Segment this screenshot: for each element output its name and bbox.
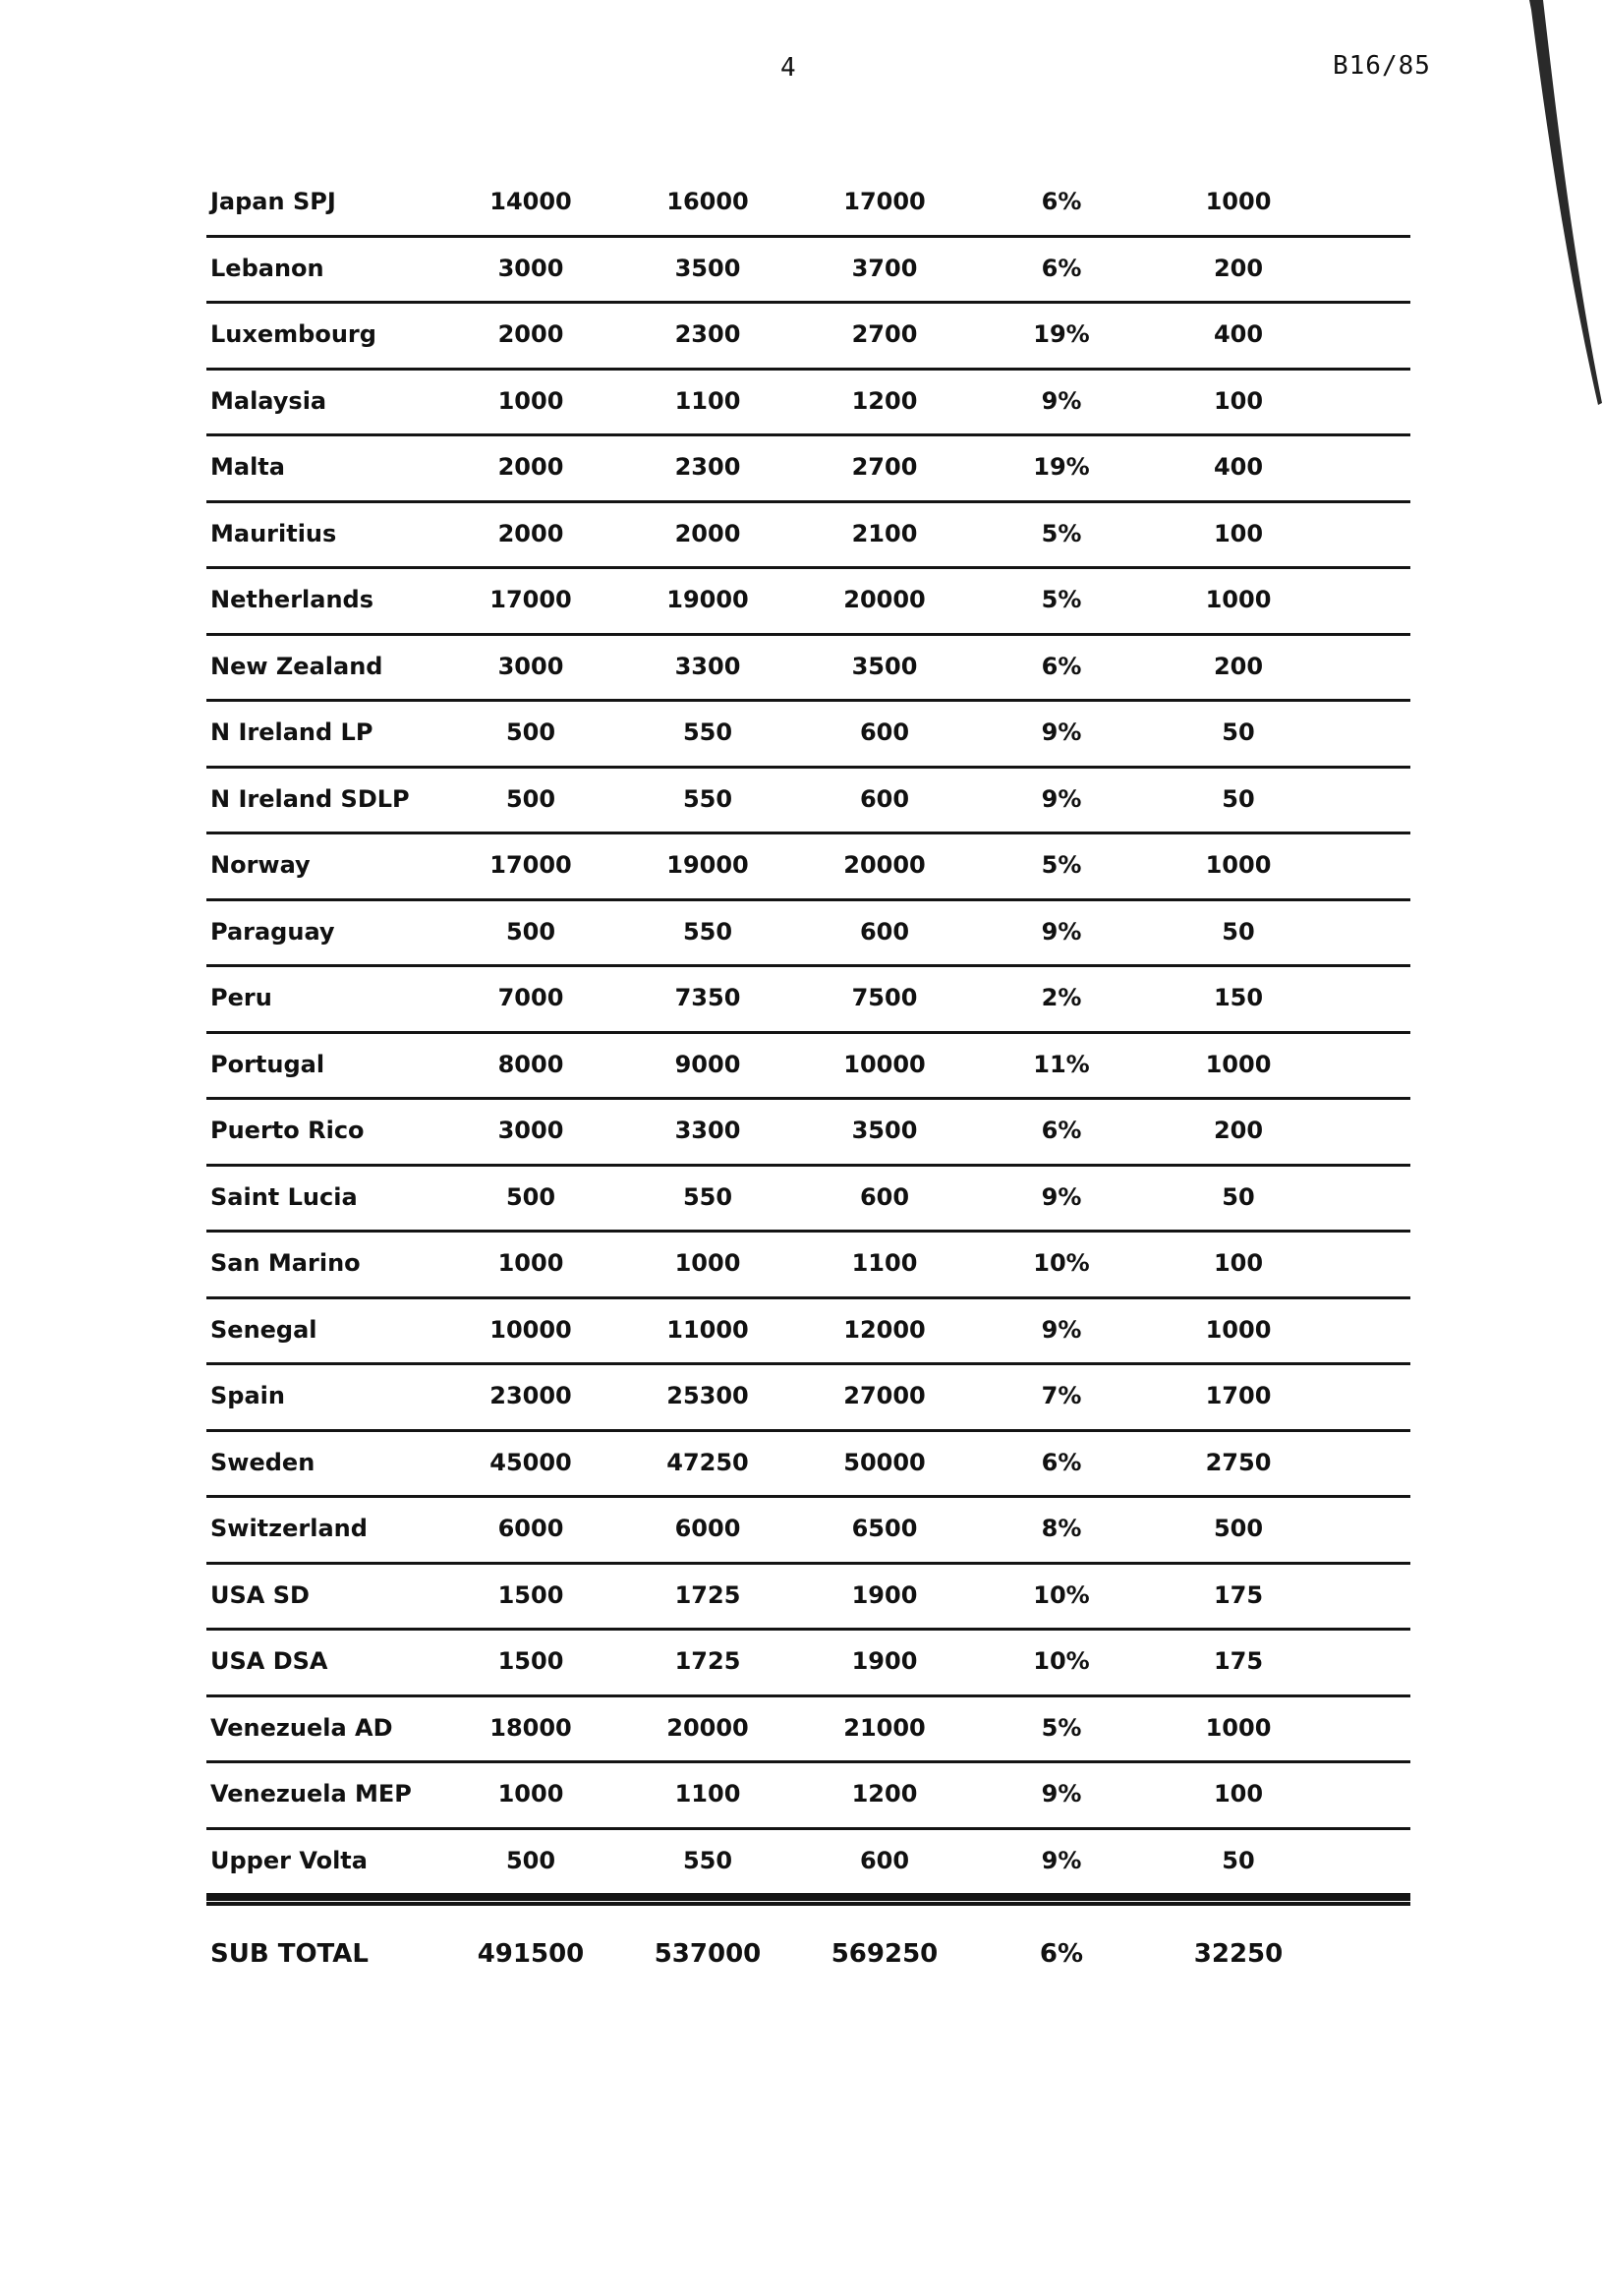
row-value-1: 500 <box>505 1182 556 1211</box>
row-value-2: 2000 <box>674 519 741 547</box>
row-value-2: 25300 <box>666 1382 749 1409</box>
subtotal-value-2: 537000 <box>654 1939 762 1969</box>
row-percent: 11% <box>1033 1050 1090 1078</box>
row-value-4: 1000 <box>1205 851 1272 879</box>
row-value-3: 3500 <box>851 1117 918 1144</box>
row-percent: 9% <box>1041 1315 1082 1344</box>
table-row <box>206 1432 1410 1499</box>
row-name: Venezuela MEP <box>210 1780 412 1808</box>
row-percent: 19% <box>1033 320 1090 348</box>
row-value-3: 50000 <box>843 1448 926 1476</box>
row-name: N Ireland LP <box>210 718 373 746</box>
row-value-1: 1500 <box>497 1647 564 1675</box>
row-value-3: 6500 <box>851 1515 918 1542</box>
row-value-4: 175 <box>1213 1580 1264 1609</box>
row-name: Senegal <box>210 1315 317 1344</box>
row-percent: 6% <box>1041 652 1082 680</box>
row-value-1: 1000 <box>497 1249 564 1277</box>
row-value-2: 3300 <box>674 1117 741 1144</box>
row-name: Portugal <box>210 1050 325 1078</box>
row-value-2: 9000 <box>674 1050 741 1078</box>
row-name: Paraguay <box>210 917 335 946</box>
row-value-3: 600 <box>859 1846 910 1874</box>
row-value-4: 400 <box>1213 320 1264 348</box>
row-value-2: 550 <box>682 917 733 946</box>
row-percent: 5% <box>1041 1713 1082 1742</box>
row-percent: 9% <box>1041 1182 1082 1211</box>
row-percent: 9% <box>1041 917 1082 946</box>
table-row <box>206 1167 1410 1234</box>
row-value-3: 3500 <box>851 652 918 680</box>
row-value-2: 11000 <box>666 1315 749 1344</box>
row-name: Peru <box>210 984 272 1011</box>
row-value-4: 1000 <box>1205 1050 1272 1078</box>
row-value-3: 2100 <box>851 519 918 547</box>
row-value-4: 50 <box>1222 718 1255 746</box>
row-value-4: 100 <box>1213 1780 1264 1808</box>
row-value-2: 550 <box>682 1182 733 1211</box>
subtotal-value-4: 32250 <box>1193 1939 1284 1969</box>
row-percent: 5% <box>1041 586 1082 613</box>
row-name: Sweden <box>210 1448 315 1476</box>
table-row <box>206 1100 1410 1167</box>
row-value-4: 1700 <box>1205 1382 1272 1409</box>
row-name: Luxembourg <box>210 320 376 348</box>
row-value-2: 2300 <box>674 320 741 348</box>
row-value-3: 600 <box>859 1182 910 1211</box>
subtotal-percent: 6% <box>1039 1939 1084 1969</box>
row-value-1: 17000 <box>489 851 572 879</box>
row-value-4: 150 <box>1213 984 1264 1011</box>
row-value-1: 3000 <box>497 652 564 680</box>
row-value-3: 600 <box>859 784 910 813</box>
row-value-1: 7000 <box>497 984 564 1011</box>
table-row <box>206 1233 1410 1299</box>
row-value-3: 21000 <box>843 1713 926 1742</box>
row-value-4: 1000 <box>1205 586 1272 613</box>
row-value-1: 500 <box>505 1846 556 1874</box>
row-value-2: 7350 <box>674 984 741 1011</box>
row-value-1: 10000 <box>489 1315 572 1344</box>
row-value-3: 3700 <box>851 254 918 282</box>
row-value-2: 550 <box>682 718 733 746</box>
row-name: Switzerland <box>210 1515 368 1542</box>
table-row <box>206 834 1410 901</box>
row-value-1: 8000 <box>497 1050 564 1078</box>
row-name: USA DSA <box>210 1647 328 1675</box>
row-name: Spain <box>210 1382 285 1409</box>
row-value-2: 19000 <box>666 586 749 613</box>
table-row <box>206 371 1410 437</box>
table-row <box>206 901 1410 968</box>
page-number: 4 <box>780 53 796 83</box>
row-percent: 9% <box>1041 1846 1082 1874</box>
row-value-4: 500 <box>1213 1515 1264 1542</box>
table-row <box>206 636 1410 703</box>
table-row <box>206 1365 1410 1432</box>
table-row <box>206 503 1410 570</box>
row-value-3: 2700 <box>851 320 918 348</box>
row-percent: 9% <box>1041 386 1082 415</box>
row-name: Japan SPJ <box>210 188 336 215</box>
row-value-1: 23000 <box>489 1382 572 1409</box>
row-value-4: 50 <box>1222 1182 1255 1211</box>
row-name: Malta <box>210 453 285 481</box>
row-value-4: 100 <box>1213 386 1264 415</box>
table-row <box>206 769 1410 835</box>
row-value-3: 7500 <box>851 984 918 1011</box>
row-value-2: 47250 <box>666 1448 749 1476</box>
row-value-1: 1000 <box>497 386 564 415</box>
row-name: Saint Lucia <box>210 1182 358 1211</box>
row-value-3: 1200 <box>851 386 918 415</box>
table-row <box>206 967 1410 1034</box>
table-row <box>206 304 1410 371</box>
row-percent: 9% <box>1041 1780 1082 1808</box>
row-value-2: 1100 <box>674 1780 741 1808</box>
row-value-1: 3000 <box>497 1117 564 1144</box>
row-value-3: 600 <box>859 718 910 746</box>
row-name: Mauritius <box>210 519 337 547</box>
row-name: Venezuela AD <box>210 1713 393 1742</box>
scan-edge-artifact <box>1529 0 1604 413</box>
row-value-1: 6000 <box>497 1515 564 1542</box>
row-value-4: 175 <box>1213 1647 1264 1675</box>
total-separator-rule <box>206 1896 1410 1906</box>
subtotal-value-1: 491500 <box>477 1939 585 1969</box>
row-value-3: 600 <box>859 917 910 946</box>
row-value-4: 100 <box>1213 519 1264 547</box>
row-value-2: 1000 <box>674 1249 741 1277</box>
subtotal-row <box>206 1906 1410 1984</box>
row-percent: 9% <box>1041 784 1082 813</box>
table-row <box>206 1830 1410 1897</box>
row-value-2: 6000 <box>674 1515 741 1542</box>
row-percent: 10% <box>1033 1249 1090 1277</box>
row-name: Netherlands <box>210 586 374 613</box>
table-row <box>206 1763 1410 1830</box>
row-value-2: 1725 <box>674 1647 741 1675</box>
table-row <box>206 1631 1410 1697</box>
row-value-1: 500 <box>505 784 556 813</box>
row-percent: 5% <box>1041 519 1082 547</box>
row-name: Lebanon <box>210 254 324 282</box>
row-value-2: 20000 <box>666 1713 749 1742</box>
row-value-1: 3000 <box>497 254 564 282</box>
table-row <box>206 1697 1410 1764</box>
row-percent: 6% <box>1041 254 1082 282</box>
row-value-4: 50 <box>1222 917 1255 946</box>
row-value-3: 1900 <box>851 1647 918 1675</box>
row-value-4: 1000 <box>1205 188 1272 215</box>
row-percent: 8% <box>1041 1515 1082 1542</box>
row-name: N Ireland SDLP <box>210 784 410 813</box>
row-value-2: 550 <box>682 1846 733 1874</box>
row-name: Puerto Rico <box>210 1117 365 1144</box>
row-name: USA SD <box>210 1580 310 1609</box>
row-value-4: 400 <box>1213 453 1264 481</box>
table-row <box>206 702 1410 769</box>
table-row <box>206 238 1410 305</box>
row-value-4: 200 <box>1213 652 1264 680</box>
row-value-4: 1000 <box>1205 1315 1272 1344</box>
row-value-4: 50 <box>1222 1846 1255 1874</box>
row-value-3: 27000 <box>843 1382 926 1409</box>
row-value-1: 1000 <box>497 1780 564 1808</box>
row-percent: 6% <box>1041 188 1082 215</box>
table-row <box>206 1299 1410 1366</box>
row-value-1: 2000 <box>497 320 564 348</box>
row-percent: 2% <box>1041 984 1082 1011</box>
row-value-3: 12000 <box>843 1315 926 1344</box>
row-percent: 5% <box>1041 851 1082 879</box>
row-percent: 6% <box>1041 1448 1082 1476</box>
row-value-2: 3300 <box>674 652 741 680</box>
row-value-1: 2000 <box>497 453 564 481</box>
row-value-3: 17000 <box>843 188 926 215</box>
row-value-1: 500 <box>505 917 556 946</box>
row-value-4: 200 <box>1213 254 1264 282</box>
row-value-2: 3500 <box>674 254 741 282</box>
subtotal-label: SUB TOTAL <box>210 1939 369 1969</box>
row-name: San Marino <box>210 1249 361 1277</box>
table-rows <box>206 171 1410 1896</box>
table-row <box>206 569 1410 636</box>
row-value-1: 1500 <box>497 1580 564 1609</box>
row-percent: 9% <box>1041 718 1082 746</box>
row-name: Norway <box>210 851 311 879</box>
row-percent: 7% <box>1041 1382 1082 1409</box>
row-value-3: 1200 <box>851 1780 918 1808</box>
row-value-4: 200 <box>1213 1117 1264 1144</box>
table-row <box>206 436 1410 503</box>
subtotal-value-3: 569250 <box>831 1939 939 1969</box>
row-value-4: 2750 <box>1205 1448 1272 1476</box>
row-value-2: 1100 <box>674 386 741 415</box>
row-value-1: 18000 <box>489 1713 572 1742</box>
row-value-2: 16000 <box>666 188 749 215</box>
row-value-2: 550 <box>682 784 733 813</box>
row-value-4: 1000 <box>1205 1713 1272 1742</box>
document-reference: B16/85 <box>1333 51 1431 81</box>
row-name: Malaysia <box>210 386 327 415</box>
row-value-1: 45000 <box>489 1448 572 1476</box>
row-value-3: 10000 <box>843 1050 926 1078</box>
row-value-1: 500 <box>505 718 556 746</box>
row-value-2: 2300 <box>674 453 741 481</box>
row-value-2: 1725 <box>674 1580 741 1609</box>
row-value-2: 19000 <box>666 851 749 879</box>
data-table <box>206 171 1410 1984</box>
row-percent: 19% <box>1033 453 1090 481</box>
table-row <box>206 1565 1410 1632</box>
row-value-3: 20000 <box>843 586 926 613</box>
table-row <box>206 1034 1410 1101</box>
row-name: Upper Volta <box>210 1846 368 1874</box>
row-value-1: 14000 <box>489 188 572 215</box>
row-value-1: 2000 <box>497 519 564 547</box>
row-value-3: 1900 <box>851 1580 918 1609</box>
row-percent: 10% <box>1033 1647 1090 1675</box>
row-value-3: 20000 <box>843 851 926 879</box>
row-percent: 10% <box>1033 1580 1090 1609</box>
table-row <box>206 1498 1410 1565</box>
row-value-3: 1100 <box>851 1249 918 1277</box>
row-value-4: 100 <box>1213 1249 1264 1277</box>
row-value-4: 50 <box>1222 784 1255 813</box>
row-percent: 6% <box>1041 1117 1082 1144</box>
row-value-1: 17000 <box>489 586 572 613</box>
table-row <box>206 171 1410 238</box>
row-name: New Zealand <box>210 652 383 680</box>
row-value-3: 2700 <box>851 453 918 481</box>
